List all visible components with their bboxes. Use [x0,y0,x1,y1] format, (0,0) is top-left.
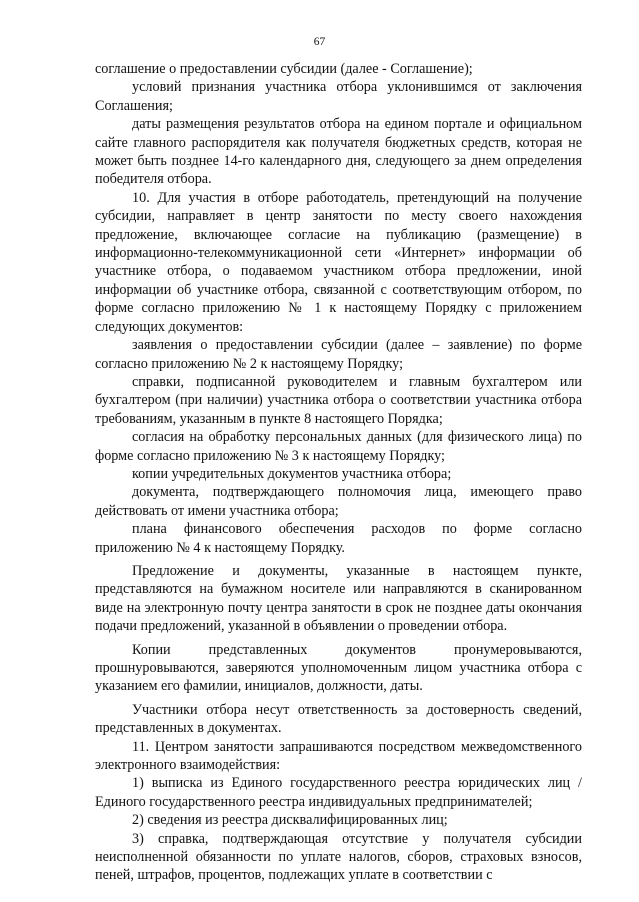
paragraph: 1) выписка из Единого государственного реестра юридических лиц / Единого государственного реестра индивидуальных предпринимателей; [95,775,582,810]
paragraph: плана финансового обеспечения расходов по форме согласно приложению № 4 к настоящему Порядку. [95,521,582,556]
paragraph: справки, подписанной руководителем и главным бухгалтером или бухгалтером (при наличии) участника отбора о соответствии участника отбора требованиям, указанным в пункте 8 настоящего Порядка; [95,373,582,427]
document-body [95,60,582,885]
paragraph: Копии представленных документов пронумеровываются, прошнуровываются, заверяются уполномоченным лицом участника отбора с указанием его фамилии, инициалов, должности, даты. [95,641,582,695]
paragraph: Предложение и документы, указанные в настоящем пункте, представляются на бумажном носителе или направляются в сканированном виде на электронную почту центра занятости в срок не позднее даты окончания подачи предложений, указанной в объявлении о проведении отбора. [95,562,582,635]
paragraph: документа, подтверждающего полномочия лица, имеющего право действовать от имени участника отбора; [95,484,582,519]
paragraph: заявления о предоставлении субсидии (далее – заявление) по форме согласно приложению № 2 к настоящему Порядку; [95,337,582,372]
page-number: 67 [313,36,326,48]
paragraph: условий признания участника отбора уклонившимся от заключения Соглашения; [95,79,582,114]
paragraph: согласия на обработку персональных данных (для физического лица) по форме согласно приложению № 3 к настоящему Порядку; [95,429,582,464]
paragraph: 11. Центром занятости запрашиваются посредством межведомственного электронного взаимодействия: [95,738,582,774]
paragraph: 3) справка, подтверждающая отсутствие у получателя субсидии неисполненной обязанности по уплате налогов, сборов, страховых взносов, пеней, штрафов, процентов, подлежащих уплате в соответствии с [95,830,582,884]
paragraph: Участники отбора несут ответственность за достоверность сведений, представленных в документах. [95,701,582,737]
paragraph: копии учредительных документов участника отбора; [132,465,452,482]
paragraph: соглашение о предоставлении субсидии (далее - Соглашение); [95,61,473,77]
paragraph: даты размещения результатов отбора на едином портале и официальном сайте главного распорядителя как получателя бюджетных средств, которая не может быть позднее 14-го календарного дня, следующего за днем определения победителя отбора. [95,116,582,188]
paragraph: 10. Для участия в отборе работодатель, претендующий на получение субсидии, направляет в центр занятости по месту своего нахождения предложение, включающее согласие на публикацию (размещение) в информационно-телекоммуникационной сети «Интернет» информации об участнике отбора, о подаваемом участником отбора предложении, иной информации об участнике отбора, связанной с соответствующим отбором, по форме согласно приложению № 1 к настоящему Порядку с приложением следующих документов: [95,189,582,335]
paragraph: 2) сведения из реестра дисквалифицированных лиц; [132,812,448,829]
